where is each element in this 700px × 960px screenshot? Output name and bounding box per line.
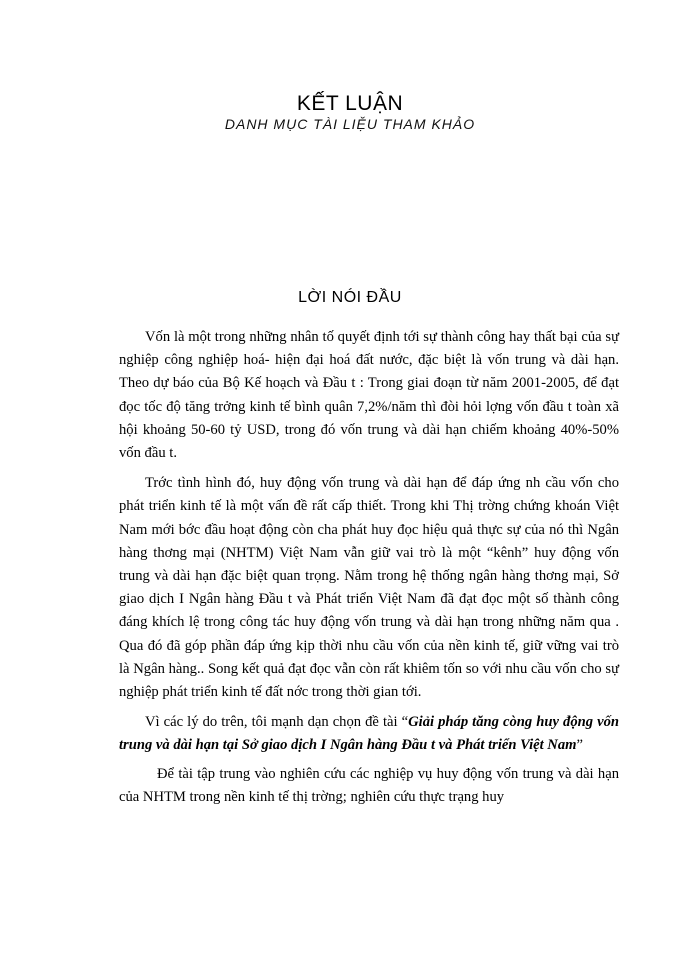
paragraph-3: [119, 711, 619, 757]
conclusion-heading: KẾT LUẬN: [296, 92, 404, 115]
paragraph-4: Để tài tập trung vào nghiên cứu các nghiệp vụ huy động vốn trung và dài hạn của NHTM trong nền kinh tế thị trờng; nghiên cứu thực trạng huy: [119, 765, 619, 805]
preface-body: [119, 326, 619, 816]
thesis-title: Giải pháp tăng còng huy động vốn trung và dài hạn tại Sở giao dịch I Ngân hàng Đầu t và Phát triển Việt Nam: [119, 714, 619, 754]
paragraph-3-prefix: Vì các lý do trên, tôi mạnh dạn chọn đề tài “: [145, 714, 409, 731]
references-heading: DANH MỤC TÀI LIỆU THAM KHẢO: [224, 116, 476, 132]
preface-title: LỜI NÓI ĐẦU: [298, 289, 402, 306]
paragraph-2: Trớc tình hình đó, huy động vốn trung và dài hạn để đáp ứng nh cầu vốn cho phát triển kinh tế là một vấn đề rất cấp thiết. Trong khi Thị trờng chứng khoán Việt Nam mới bớc đầu hoạt động còn cha phát huy đọc hiệu quả thực sự của nó thì Ngân hàng thơng mại (NHTM) Việt Nam vẫn giữ vai trò là một “kênh” huy động vốn trung và dài hạn đặc biệt quan trọng. Nằm trong hệ thống ngân hàng thơng mại, Sở giao dịch I Ngân hàng Đầu t và Phát triển Việt Nam đã đạt đọc một số thành công đáng khích lệ trong công tác huy động vốn trung và dài hạn trong những năm qua . Qua đó đã góp phần đáp ứng kịp thời nhu cầu vốn của nền kinh tế, giữ vững vai trò là Ngân hàng.. Song kết quả đạt đọc vẫn còn rất khiêm tốn so với nhu cầu vốn cho sự nghiệp phát triển kinh tế đất nớc trong thời gian tới.: [119, 475, 619, 701]
paragraph-1: Vốn là một trong những nhân tố quyết định tới sự thành công hay thất bại của sự nghiệp công nghiệp hoá- hiện đại hoá đất nước, đặc biệt là vốn trung và dài hạn. Theo dự báo của Bộ Kế hoạch và Đầu t : Trong giai đoạn từ năm 2001-2005, để đạt đọc tốc độ tăng trởng kinh tế bình quân 7,2%/năm thì đòi hỏi lợng vốn đầu t toàn xã hội khoảng 50-60 tỷ USD, trong đó vốn trung và dài hạn chiếm khoảng 40%-50% vốn đầu t.: [119, 329, 619, 462]
paragraph-3-suffix: ”: [576, 737, 583, 754]
